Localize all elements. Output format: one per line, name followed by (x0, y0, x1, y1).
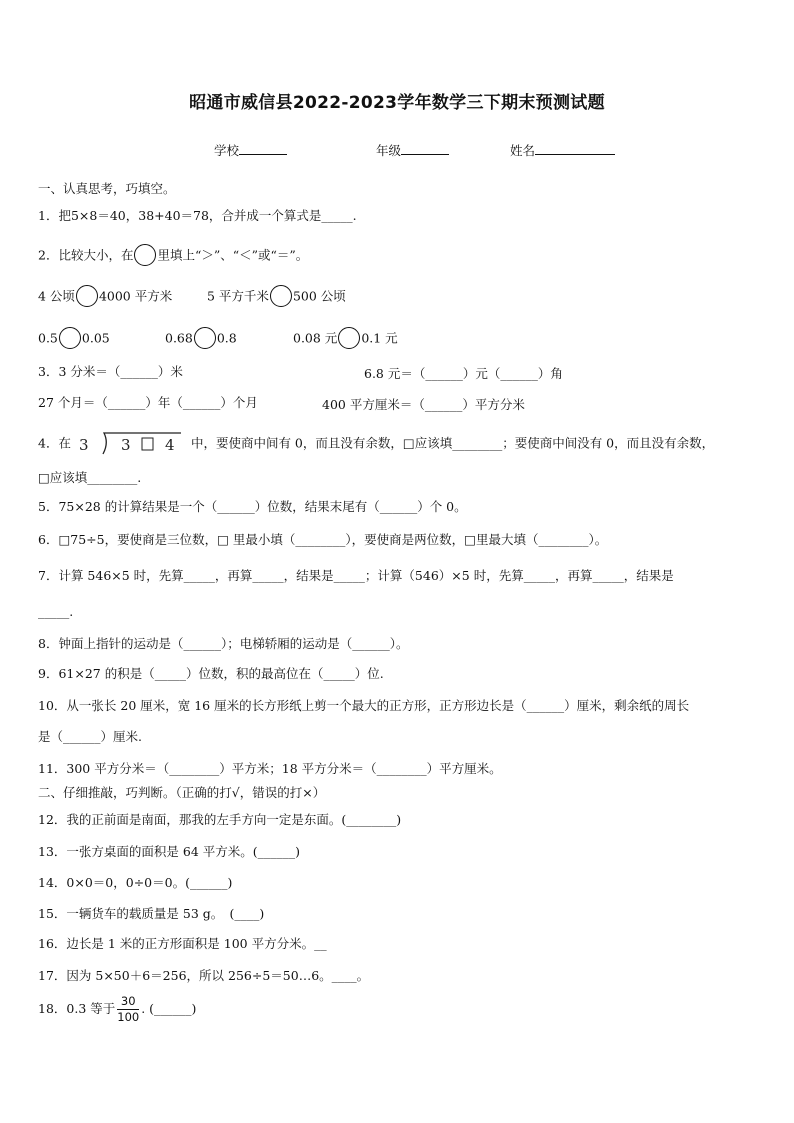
school-label: 学校 (214, 143, 240, 158)
question-7: 7．计算 546×5 时，先算_____，再算_____，结果是_____；计算（546）×5 时，先算_____，再算_____，结果是 (38, 568, 674, 583)
question-2-text-a: 2．比较大小，在 (38, 247, 134, 263)
q2-item-e-left: 0.08 元 (293, 330, 338, 346)
question-3b: 6.8 元＝（______）元（______）角 (364, 366, 563, 381)
question-2-row-1b (207, 286, 346, 308)
q2-item-c-right: 0.05 (81, 330, 110, 346)
section-1-heading: 一、认真思考，巧填空。 (38, 181, 176, 196)
answer-circle[interactable] (194, 327, 216, 349)
q2-item-a-left: 4 公顷 (38, 288, 75, 304)
q2-item-c-left: 0.5 (38, 330, 58, 346)
fraction-denominator: 100 (117, 1010, 140, 1024)
grade-label: 年级 (376, 143, 402, 158)
q2-item-b-left: 5 平方千米 (207, 288, 269, 304)
question-2-text-b: 里填上“＞”、“＜”或“＝”。 (157, 247, 309, 263)
question-4-line-2: □应该填________. (38, 470, 142, 485)
division-digit-3: 4 (164, 436, 175, 454)
question-13: 13．一张方桌面的面积是 64 平方米。(______) (38, 844, 301, 859)
division-digit-1: 3 (120, 436, 131, 454)
question-14: 14．0×0＝0，0÷0＝0。(______) (38, 875, 233, 890)
question-12: 12．我的正前面是南面，那我的左手方向一定是东面。(________) (38, 812, 402, 827)
question-4-pre: 4．在 (38, 435, 71, 451)
question-15: 15．一辆货车的载质量是 53 g。 (____) (38, 906, 265, 921)
grade-blank[interactable] (401, 142, 449, 155)
q2-item-b-right: 500 公顷 (292, 288, 346, 304)
school-blank[interactable] (239, 142, 287, 155)
question-3c: 27 个月＝（______）年（______）个月 (38, 395, 258, 410)
question-6: 6．□75÷5，要使商是三位数，□ 里最小填（________），要使商是两位数，□里最大填（________）。 (38, 532, 608, 547)
question-9: 9．61×27 的积是（_____）位数，积的最高位在（_____）位. (38, 666, 384, 681)
division-divisor: 3 (78, 436, 89, 454)
page-title: 昭通市威信县2022-2023学年数学三下期末预测试题 (189, 93, 605, 113)
fraction-numerator: 30 (117, 994, 139, 1010)
fraction (117, 994, 139, 1025)
question-18-post: . (______) (141, 1001, 197, 1016)
question-18 (38, 994, 196, 1025)
answer-circle[interactable] (76, 285, 98, 307)
question-5: 5．75×28 的计算结果是一个（______）位数，结果末尾有（______）个 0。 (38, 499, 467, 514)
question-10-line-2: 是（______）厘米. (38, 729, 142, 744)
question-8: 8．钟面上指针的运动是（______）；电梯轿厢的运动是（______）。 (38, 636, 409, 651)
question-7-line-2: _____. (38, 604, 74, 619)
question-10: 10．从一张长 20 厘米，宽 16 厘米的长方形纸上剪一个最大的正方形，正方形边长是（______）厘米，剩余纸的周长 (38, 698, 690, 713)
question-1: 1．把5×8＝40，38+40＝78，合并成一个算式是_____. (38, 208, 357, 223)
compare-circle-icon (134, 244, 156, 266)
question-16: 16．边长是 1 米的正方形面积是 100 平方分米。__ (38, 936, 327, 951)
answer-circle[interactable] (338, 327, 360, 349)
division-blank-box[interactable] (142, 438, 153, 450)
answer-circle[interactable] (59, 327, 81, 349)
q2-item-d-left: 0.68 (165, 330, 193, 346)
long-division-figure (77, 432, 185, 456)
question-3d: 400 平方厘米＝（______）平方分米 (322, 397, 525, 412)
question-3a: 3．3 分米＝（______）米 (38, 364, 183, 379)
question-2-row-2c (293, 328, 398, 350)
section-2-heading: 二、仔细推敲，巧判断。（正确的打√，错误的打×） (38, 785, 326, 800)
question-11: 11．300 平方分米＝（________）平方米；18 平方分米＝（________）平方厘米。 (38, 761, 502, 776)
question-2-row-2b (165, 328, 237, 350)
q2-item-a-right: 4000 平方米 (98, 288, 173, 304)
question-2-row-2a (38, 328, 110, 350)
name-field (510, 141, 615, 159)
question-4-post: 中，要使商中间有 0，而且没有余数，□应该填________；要使商中间没有 0，而且没有余数， (190, 435, 715, 451)
question-18-pre: 18．0.3 等于 (38, 1001, 116, 1016)
name-label: 姓名 (510, 143, 536, 158)
grade-field (376, 141, 449, 159)
question-4 (38, 432, 714, 456)
question-2 (38, 245, 308, 267)
q2-item-e-right: 0.1 元 (361, 330, 398, 346)
answer-circle[interactable] (270, 285, 292, 307)
q2-item-d-right: 0.8 (216, 330, 237, 346)
school-field (214, 141, 287, 159)
question-2-row-1 (38, 286, 172, 308)
name-blank[interactable] (535, 142, 615, 155)
question-17: 17．因为 5×50＋6＝256，所以 256÷5＝50…6。____。 (38, 968, 370, 983)
